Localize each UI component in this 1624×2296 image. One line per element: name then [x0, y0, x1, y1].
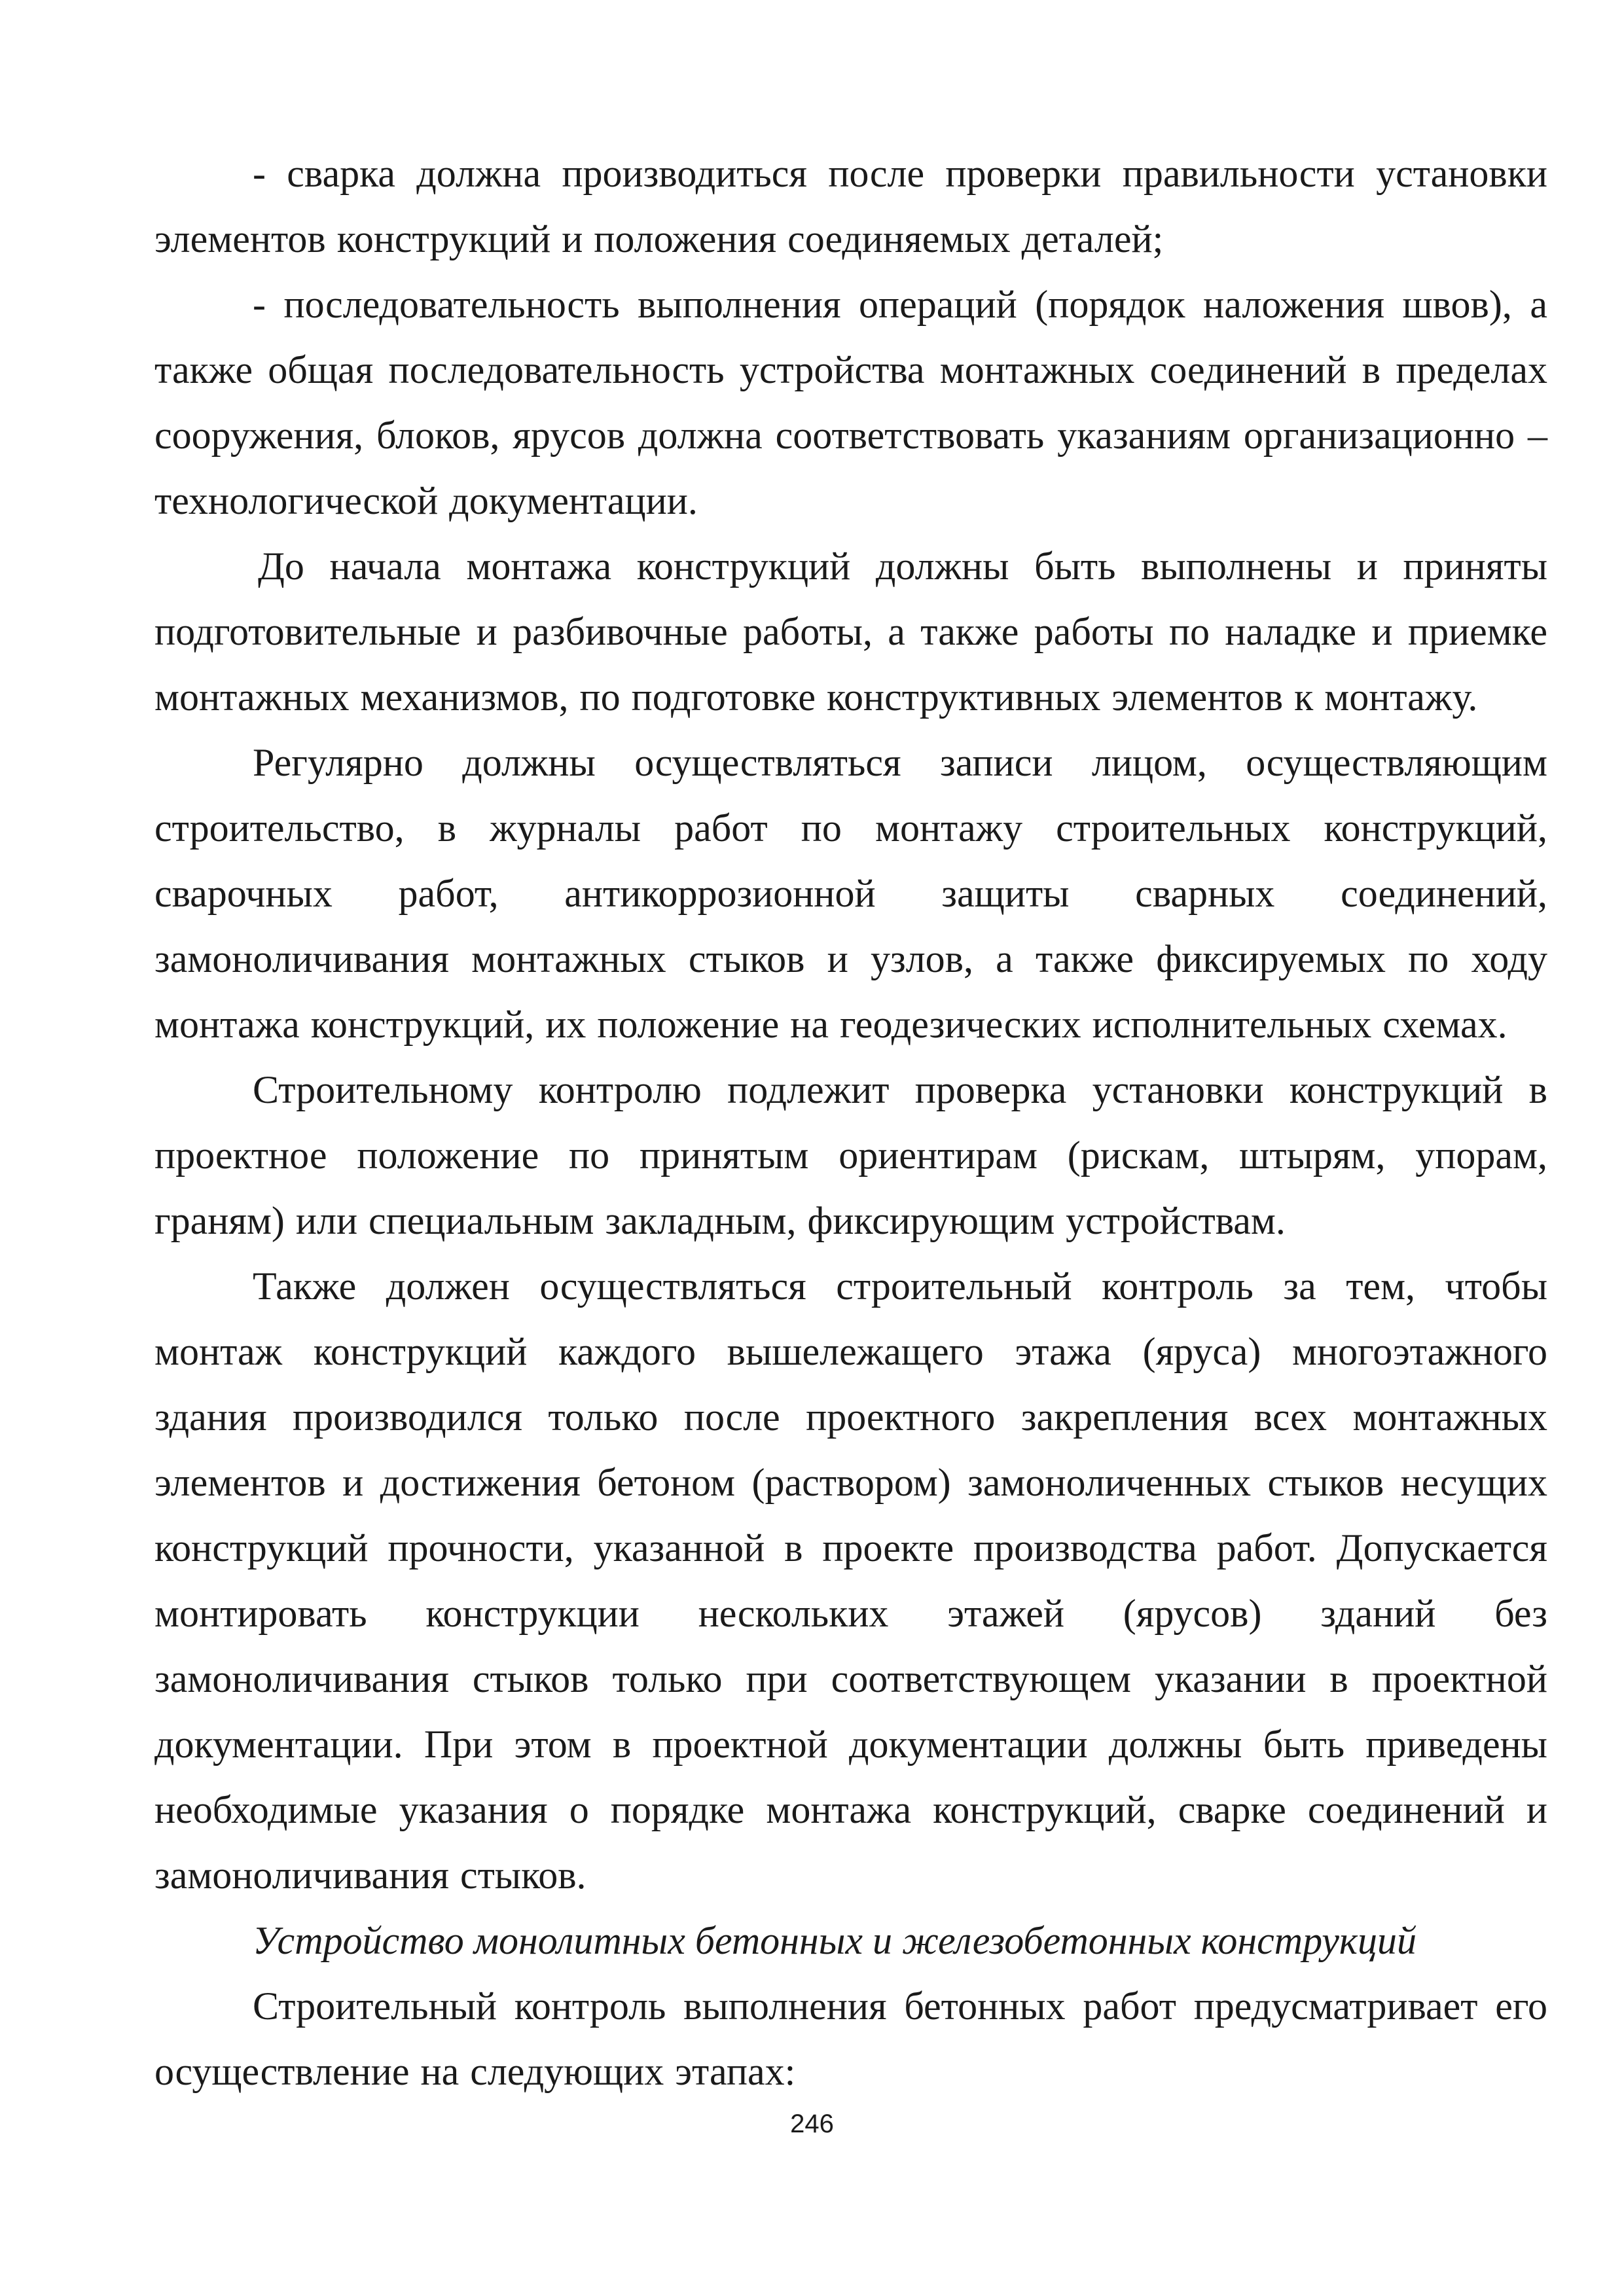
- paragraph-work-journals: Регулярно должны осуществляться записи лицом, осуществляющим строительство, в журналы работ по монтажу строительных конструкций, сварочных работ, антикоррозионной защиты сварных соединений, замоноличивания монтажных стыков и узлов, а также фиксируемых по ходу монтажа конструкций, их положение на геодезических исполнительных схемах.: [154, 741, 1547, 1046]
- paragraph-operation-sequence: - последовательность выполнения операций (порядок наложения швов), а также общая последовательность устройства монтажных соединений в пределах сооружения, блоков, ярусов должна соответствовать указаниям организационно – технологической документации.: [154, 283, 1547, 522]
- paragraph-installation-control: Строительному контролю подлежит проверка установки конструкций в проектное положение по принятым ориентирам (рискам, штырям, упорам, граням) или специальным закладным, фиксирующим устройствам.: [154, 1068, 1547, 1242]
- section-subheading: Устройство монолитных бетонных и железобетонных конструкций: [253, 1919, 1416, 1962]
- document-body: [154, 141, 1547, 2104]
- page-number: 246: [790, 2109, 834, 2138]
- paragraph-concrete-works-control: Строительный контроль выполнения бетонных работ предусматривает его осуществление на следующих этапах:: [154, 1984, 1547, 2093]
- paragraph-preparatory-works: До начала монтажа конструкций должны быть выполнены и приняты подготовительные и разбивочные работы, а также работы по наладке и приемке монтажных механизмов, по подготовке конструктивных элементов к монтажу.: [154, 545, 1547, 719]
- paragraph-multistorey-control: Также должен осуществляться строительный контроль за тем, чтобы монтаж конструкций каждого вышележащего этажа (яруса) многоэтажного здания производился только после проектного закрепления всех монтажных элементов и достижения бетоном (раствором) замоноличенных стыков несущих конструкций прочности, указанной в проекте производства работ. Допускается монтировать конструкции нескольких этажей (ярусов) зданий без замоноличивания стыков только при соответствующем указании в проектной документации. При этом в проектной документации должны быть приведены необходимые указания о порядке монтажа конструкций, сварке соединений и замоноличивания стыков.: [154, 1265, 1547, 1897]
- paragraph-welding-check: - сварка должна производиться после проверки правильности установки элементов конструкций и положения соединяемых деталей;: [154, 152, 1547, 260]
